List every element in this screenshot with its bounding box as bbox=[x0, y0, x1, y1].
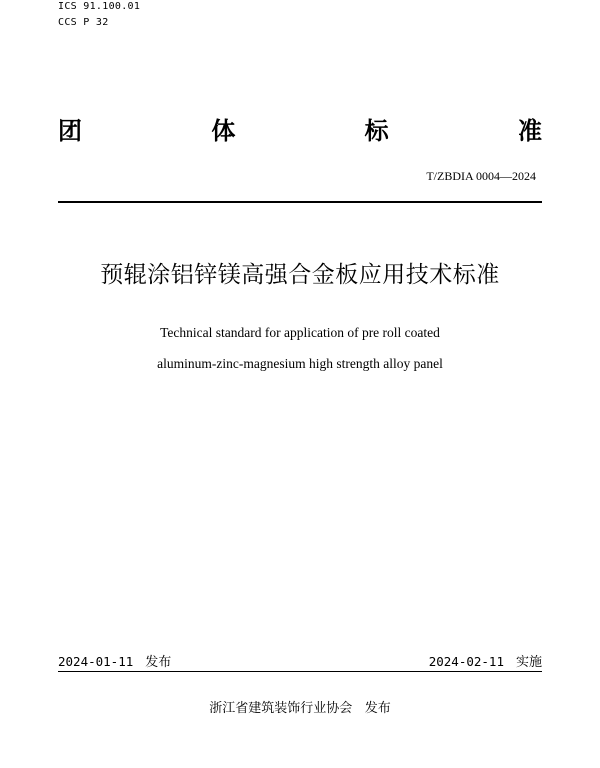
standard-type-heading bbox=[58, 116, 542, 146]
standard-number: T/ZBDIA 0004—2024 bbox=[426, 169, 536, 183]
footer-divider bbox=[58, 671, 542, 672]
publisher-line bbox=[0, 700, 600, 718]
implement-date-group bbox=[429, 654, 542, 671]
date-row bbox=[58, 654, 542, 671]
publish-date-group bbox=[58, 654, 171, 671]
implement-date: 2024-02-11 bbox=[428, 654, 504, 669]
implement-label: 实施 bbox=[515, 655, 542, 670]
ics-code: ICS 91.100.01 bbox=[58, 1, 141, 12]
standard-type-char: 团 bbox=[58, 117, 82, 145]
publish-date: 2024-01-11 bbox=[58, 654, 134, 669]
publisher-name: 浙江省建筑装饰行业协会 bbox=[209, 701, 353, 716]
title-english-line-2: aluminum-zinc-magnesium high strength alloy panel bbox=[157, 356, 443, 371]
publisher-action: 发布 bbox=[364, 701, 391, 716]
standard-type-char: 体 bbox=[211, 117, 236, 145]
ccs-code: CCS P 32 bbox=[58, 17, 109, 28]
title-english-line-1: Technical standard for application of pre roll coated bbox=[160, 325, 440, 340]
standard-type-char: 准 bbox=[517, 117, 542, 145]
standard-type-char: 标 bbox=[364, 117, 389, 145]
header-divider bbox=[58, 201, 542, 203]
publish-label: 发布 bbox=[145, 655, 172, 670]
title-chinese: 预辊涂铝锌镁高强合金板应用技术标准 bbox=[100, 262, 500, 288]
